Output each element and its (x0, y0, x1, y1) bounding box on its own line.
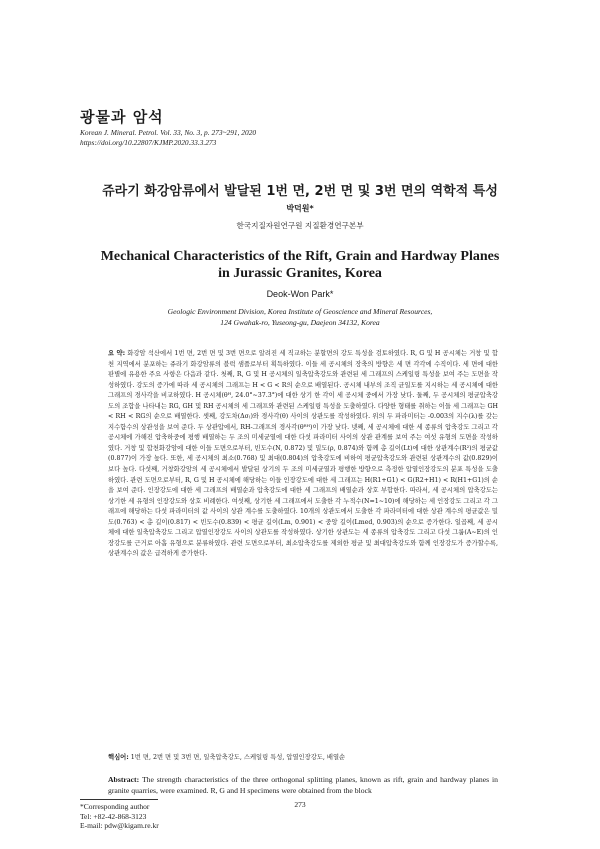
footnote-tel: Tel: +82-42-868-3123 (80, 811, 147, 821)
abstract-english-label: Abstract: (108, 775, 140, 784)
keywords-korean (108, 753, 498, 763)
abstract-korean-label: 요 약: (108, 350, 126, 357)
journal-doi: https://doi.org/10.22807/KJMP.2020.33.3.273 (80, 138, 217, 147)
affiliation-korean: 한국지질자원연구원 지질환경연구본부 (236, 221, 364, 230)
keywords-korean-text: 1번 면, 2번 면 및 3번 면, 일축압축강도, 스케일링 특성, 압열인장강도, 배열순 (128, 754, 346, 761)
author-korean: 박덕원* (286, 204, 314, 213)
page-number: 273 (294, 800, 306, 809)
abstract-korean (108, 349, 498, 560)
paper-title-english: Mechanical Characteristics of the Rift, Grain and Hardway Planes in Jurassic Granites, Korea (100, 249, 500, 281)
abstract-korean-text: 화강암 석산에서 1번 면, 2번 면 및 3번 면으로 알려진 세 직교하는 분할면의 강도 특성을 검토하였다. R, G 및 H 공시체는 거창 및 합천 지역에서 분포하는 쥬라기 화강암류의 블럭 샘플로부터 획득하였다. 이들 세 공시체의 장축의 방향은 세 면 각각에 수직이다. 세 면에 대한 판별에 유용한 주요 사항은 다음과 같다. 첫째, R, G 및 H 공시체의 일축압축강도와 관련된 세 그래프의 스케일링 특성을 보여 주는 도면을 작성하였다. 강도의 증가에 따라 세 공시체의 그래프는 H < G < R의 순으로 배열된다. 공시체 내부의 조직 균일도를 지시하는 세 공시체에 대한 그래프의 경사각을 비교하였다. H 공시체(θᴴ, 24.0°~37.3°)에 대한 상기 한 각이 세 공시체 중에서 가장 낮다. 둘째, 두 공시체의 평균압축강도의 조합을 나타내는 RG, GH 및 RH 공시체의 세 그래프와 관련된 스케일링 특성을 도출하였다. 다양한 형태를 취하는 이들 세 그래프는 GH < RH < RG의 순으로 배열한다. 셋째, 강도차(Δσ₍)와 경사각(θ) 사이의 상관도를 작성하였다. 위의 두 파라미터는 -0.003의 지수(λ)를 갖는 지수함수의 상관성을 보여 준다. 두 상관압에서, RH-그래프의 경사각(θᴿᴴ)이 가장 낮다. 넷째, 세 공시체에 대한 세 종류의 압축강도 그리고 각 공시체에 가해진 압축하중에 평행 배열하는 두 조의 미세균열에 대한 다섯 파라미터 사이의 상관 관계를 보여 주는 여섯 유형의 도면을 작성하였다. 거창 및 합천화강암에 대한 이들 도면으로부터, 빈도수(N, 0.872) 및 밀도(ρ, 0.874)와 함께 총 길이(Lt)에 대한 상관계수(R²)의 평균값(0.877)이 가장 높다. 또한, 세 공시체의 최소(0.768) 및 최대(0.804)의 압축강도에 비하여 평균압축강도와 관련된 상관계수의 값(0.829)이 보다 높다. 다섯째, 거창화강암의 세 공시체에서 발달된 상기의 두 조의 미세균열과 평행한 방향으로 측정한 압열인장강도의 분포 특성을 도출하였다. 관련 도면으로부터, R, G 및 H 공시체에 해당하는 이들 인장강도에 대한 세 그래프는 H(R1+G1) < G(R2+H1) < R(H1+G1)의 순을 보여 준다. 인장강도에 대한 세 그래프의 배열순과 압축강도에 대한 세 그래프의 배열순과 상호 부합한다. 따라서, 세 공시체의 압축강도는 상기한 세 유형의 인장강도와 상호 비례한다. 여섯째, 상기한 세 그래프에서 도출한 각 누적수(N=1~10)에 해당하는 세 인장강도 그리고 각 그래프에 해당하는 다섯 파라미터의 값 사이의 상관 계수를 도출하였다. 10개의 상관도에서 도출한 각 파라미터에 대한 상관 계수의 평균값은 밀도(0.763) < 총 길이(0.817) < 빈도수(0.839) < 평균 길이(Lm, 0.901) < 중앙 길이(Lmed, 0.903)의 순으로 증가한다. 일곱째, 세 공시체에 대한 일축압축강도 그리고 압열인장강도 사이의 상관도를 작성하였다. 상기한 상관도는 세 종류의 압축강도 그리고 다섯 그룹(A~E)의 인장강도를 근거로 아홉 유형으로 분류하였다. 관련 도면으로부터, 최소압축강도를 제외한 평균 및 최대압축강도와 함께 인장강도가 증가할수록, 상관계수의 값은 급격하게 증가한다. (108, 350, 498, 558)
abstract-english (108, 775, 498, 796)
abstract-english-text: The strength characteristics of the three orthogonal splitting planes, known as rift, grain and hardway planes in granite quarries, were examined. R, G and H specimens were obtained from the block (108, 775, 498, 795)
affiliation-english-line2: 124 Gwahak-ro, Yuseong-gu, Daejeon 34132, Korea (220, 318, 380, 327)
footnote-corresponding: *Corresponding author (80, 802, 150, 811)
author-english: Deok-Won Park* (266, 289, 334, 299)
affiliation-english (0, 306, 600, 328)
paper-title-korean: 쥬라기 화강암류에서 발달된 1번 면, 2번 면 및 3번 면의 역학적 특성 (102, 184, 498, 199)
journal-citation: Korean J. Mineral. Petrol. Vol. 33, No. 3, p. 273~291, 2020 (80, 128, 257, 137)
footnote-email: E-mail: pdw@kigam.re.kr (80, 821, 159, 830)
journal-title: 광물과 암석 (80, 108, 164, 126)
affiliation-english-line1: Geologic Environment Division, Korea Institute of Geoscience and Mineral Resources, (167, 307, 433, 316)
keywords-korean-label: 핵심어: (108, 754, 129, 761)
